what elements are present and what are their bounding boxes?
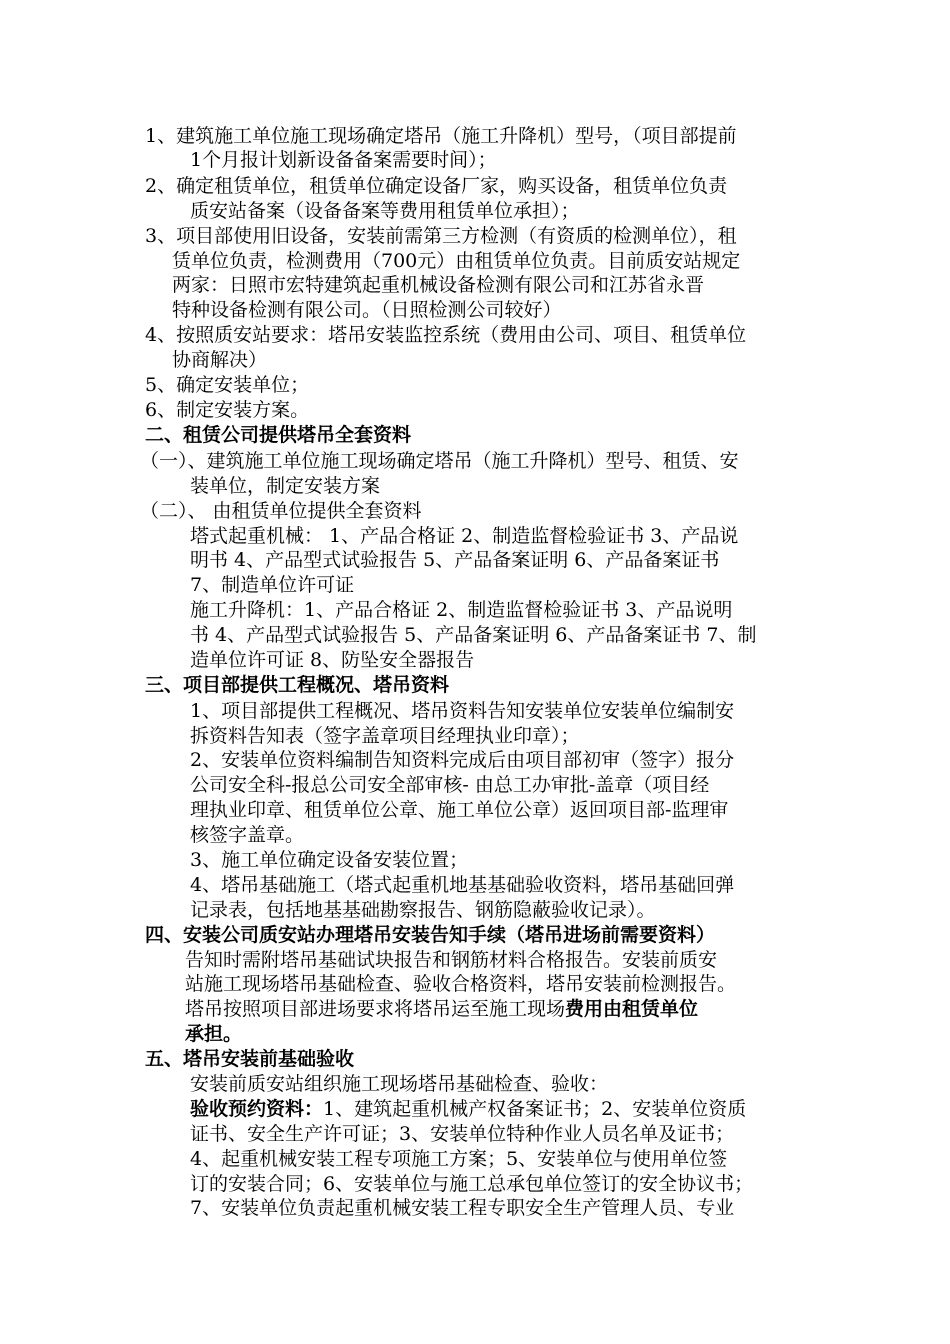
section-heading: 四、安装公司质安站办理塔吊安装告知手续（塔吊进场前需要资料）	[145, 924, 716, 946]
text-line: 站施工现场塔吊基础检查、验收合格资料，塔吊安装前检测报告。	[185, 973, 737, 995]
text-line: 证书、安全生产许可证；3、安装单位特种作业人员名单及证书；	[190, 1123, 735, 1145]
text-line: 书 4、产品型式试验报告 5、产品备案证明 6、产品备案证书 7、制	[190, 624, 757, 646]
text-line: 核签字盖章。	[190, 824, 305, 846]
text-line: 记录表，包括地基基础勘察报告、钢筋隐蔽验收记录）。	[190, 899, 656, 921]
text-line: 理执业印章、租赁单位公章、施工单位公章）返回项目部-监理审	[190, 799, 729, 821]
text-line: 特种设备检测有限公司。（日照检测公司较好）	[172, 299, 562, 321]
text-line: 6、制定安装方案。	[145, 399, 310, 421]
text-line: 公司安全科-报总公司安全部审核- 由总工办审批-盖章（项目经	[190, 774, 710, 796]
text-line: 1、建筑施工单位施工现场确定塔吊（施工升降机）型号，（项目部提前	[145, 125, 737, 147]
text-line: 5、确定安装单位；	[145, 374, 310, 396]
text-line: 塔式起重机械： 1、产品合格证 2、制造监督检验证书 3、产品说	[190, 525, 739, 547]
text-line: 施工升降机：1、产品合格证 2、制造监督检验证书 3、产品说明	[190, 599, 733, 621]
text-segment: 塔吊按照项目部进场要求将塔吊运至施工现场	[185, 998, 566, 1020]
text-line: 7、制造单位许可证	[190, 574, 355, 596]
text-line: 7、安装单位负责起重机械安装工程专职安全生产管理人员、专业	[190, 1197, 735, 1219]
text-line: 造单位许可证 8、防坠安全器报告	[190, 649, 475, 671]
section-heading: 二、租赁公司提供塔吊全套资料	[145, 424, 412, 446]
text-line: 装单位，制定安装方案	[190, 475, 381, 497]
section-heading: 五、塔吊安装前基础验收	[145, 1048, 355, 1070]
text-line: 4、按照质安站要求：塔吊安装监控系统（费用由公司、项目、租赁单位	[145, 324, 747, 346]
text-line: 1、项目部提供工程概况、塔吊资料告知安装单位安装单位编制安	[190, 700, 735, 722]
text-line: 2、确定租赁单位，租赁单位确定设备厂家，购买设备，租赁单位负责	[145, 175, 728, 197]
text-line: 3、施工单位确定设备安装位置；	[190, 849, 469, 871]
text-line: 3、项目部使用旧设备，安装前需第三方检测（有资质的检测单位），租	[145, 225, 737, 247]
text-line: 4、起重机械安装工程专项施工方案；5、安装单位与使用单位签	[190, 1148, 728, 1170]
bold-text-segment: 验收预约资料：	[190, 1098, 324, 1120]
text-line: 2、安装单位资料编制告知资料完成后由项目部初审（签字）报分	[190, 749, 735, 771]
text-line: 两家：日照市宏特建筑起重机械设备检测有限公司和江苏省永晋	[172, 274, 705, 296]
text-line	[190, 1097, 746, 1121]
text-line: 4、塔吊基础施工（塔式起重机地基基础验收资料，塔吊基础回弹	[190, 874, 735, 896]
text-line: 1个月报计划新设备备案需要时间）；	[190, 149, 497, 171]
text-segment: 1、建筑起重机械产权备案证书；2、安装单位资质	[323, 1098, 747, 1120]
bold-text-segment: 费用由租赁单位	[565, 998, 699, 1020]
text-line: 告知时需附塔吊基础试块报告和钢筋材料合格报告。安装前质安	[185, 949, 718, 971]
text-line: 订的安装合同；6、安装单位与施工总承包单位签订的安全协议书；	[190, 1173, 754, 1195]
text-line: 拆资料告知表（签字盖章项目经理执业印章）；	[190, 725, 580, 747]
text-line: 赁单位负责，检测费用（700元）由租赁单位负责。目前质安站规定	[172, 250, 741, 272]
text-line: 承担。	[185, 1023, 243, 1045]
text-line: （一）、建筑施工单位施工现场确定塔吊（施工升降机）型号、租赁、安	[140, 450, 739, 472]
text-line: 安装前质安站组织施工现场塔吊基础检查、验收：	[190, 1073, 609, 1095]
text-line: 协商解决）	[172, 349, 268, 371]
text-line	[185, 997, 698, 1021]
text-line: 质安站备案（设备备案等费用租赁单位承担）；	[190, 200, 580, 222]
text-line: （二）、 由租赁单位提供全套资料	[140, 500, 422, 522]
section-heading: 三、项目部提供工程概况、塔吊资料	[145, 674, 450, 696]
text-line: 明书 4、产品型式试验报告 5、产品备案证明 6、产品备案证书	[190, 549, 720, 571]
